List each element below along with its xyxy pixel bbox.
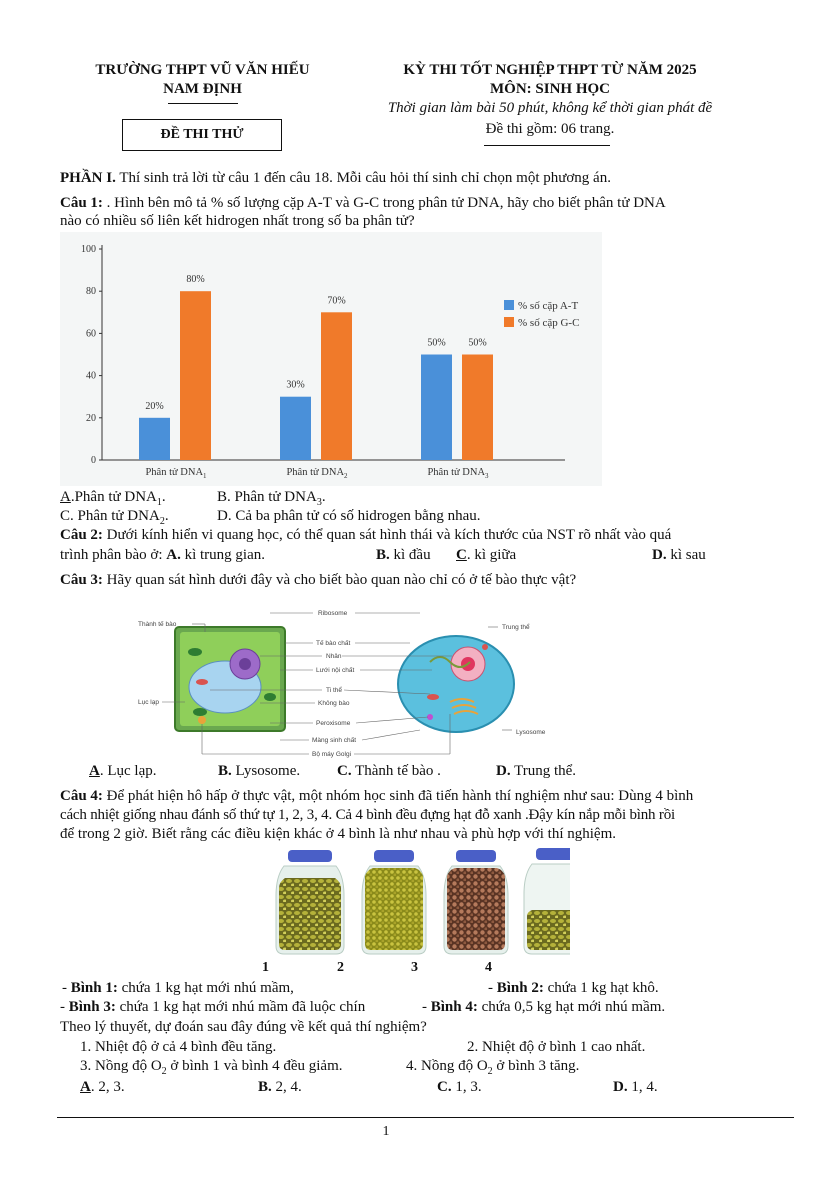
q4-jar4-desc: - Bình 4: chứa 0,5 kg hạt mới nhú mầm. <box>422 999 666 1015</box>
chloroplast-1 <box>188 648 202 656</box>
footer-divider <box>57 1117 794 1118</box>
q3-stem <box>60 571 800 589</box>
label-mang-sinh-chat: Màng sinh chất <box>312 737 357 744</box>
q2-stem-line2 <box>60 546 265 564</box>
q1-option-a-letter: A <box>60 489 71 505</box>
label-khong-bao: Không bào <box>318 700 350 707</box>
part1-text: Thí sinh trả lời từ câu 1 đến câu 18. Mỗi câu hỏi thí sinh chỉ chọn một phương án. <box>119 170 611 186</box>
q4-jar4-label: Bình 4: <box>430 999 478 1015</box>
q1-option-b-text: B. Phân tử DNA <box>217 489 317 505</box>
q4-jar1-text: chứa 1 kg hạt mới nhú mầm, <box>121 980 294 996</box>
q2-stem-line1 <box>60 526 800 544</box>
q4-option-d-text: 1, 4. <box>631 1079 658 1095</box>
q1-option-a-text: .Phân tử DNA <box>70 489 157 505</box>
bar <box>421 355 452 461</box>
animal-mitochondria <box>427 694 439 700</box>
school-location: NAM ĐỊNH <box>163 81 242 97</box>
y-tick-label: 20 <box>86 412 96 424</box>
exam-subject: MÔN: SINH HỌC <box>490 81 610 97</box>
q3-option-b-letter: B. <box>218 763 232 779</box>
exam-title: KỲ THI TỐT NGHIỆP THPT TỪ NĂM 2025 <box>403 62 697 78</box>
q3-option-a-letter: A <box>89 763 100 779</box>
jar-2 <box>362 850 426 954</box>
plant-golgi <box>198 716 206 724</box>
part1-label: PHẦN I. <box>60 170 116 186</box>
cell-diagram <box>130 602 550 760</box>
q1-option-c-end: . <box>164 508 169 524</box>
bar <box>139 418 170 460</box>
q4-text1: Để phát hiện hô hấp ở thực vật, một nhóm học sinh đã tiến hành thí nghiệm như sau: Dùng 4 bình <box>106 788 694 804</box>
q4-s4-sub: 2 <box>487 1066 493 1077</box>
q1-text1: . Hình bên mô tả % số lượng cặp A-T và G-C trong phân tử DNA, hãy cho biết phân tử DNA <box>106 195 666 211</box>
q4-jar3-desc: - Bình 3: chứa 1 kg hạt mới nhú mầm đã luộc chín <box>60 999 366 1015</box>
cell-diagram-svg <box>130 602 550 760</box>
legend-label: % số cặp A-T <box>518 300 579 312</box>
q3-option-d-text: Trung thể. <box>514 763 577 779</box>
q3-option-c-letter: C. <box>337 763 352 779</box>
q2-option-c[interactable] <box>456 546 516 564</box>
q1-option-b-sub: 3 <box>316 497 322 508</box>
q1-option-c-sub: 2 <box>159 516 165 527</box>
q4-jar4-text: chứa 0,5 kg hạt mới nhú mầm. <box>481 999 666 1015</box>
bar-data-label: 50% <box>468 337 487 349</box>
bar <box>321 312 352 460</box>
q4-option-c-letter: C. <box>437 1079 452 1095</box>
q2-option-a[interactable] <box>166 547 265 563</box>
label-thanh-te-bao: Thành tế bào <box>138 621 177 628</box>
q2-text1: Dưới kính hiển vi quang học, có thể quan sát hình thái và kích thước của NST rõ nhất vào quá <box>106 527 672 543</box>
time-note: Thời gian làm bài 50 phút, không kể thời gian phát đề <box>387 100 713 116</box>
q2-option-b[interactable] <box>376 546 431 564</box>
jar-number-3: 3 <box>411 960 418 975</box>
bar <box>280 397 311 460</box>
q1-option-c-text: C. Phân tử DNA <box>60 508 160 524</box>
animal-centrosome <box>482 644 488 650</box>
q2-option-d-text: kì sau <box>670 547 706 563</box>
jar-3 <box>444 850 508 954</box>
q2-option-c-text: . kì giữa <box>466 547 517 563</box>
jars-svg <box>270 846 570 958</box>
jar-number-4: 4 <box>485 960 492 975</box>
bar-data-label: 70% <box>327 295 346 307</box>
plant-nucleolus <box>239 658 251 670</box>
q4-statement-4 <box>406 1057 579 1081</box>
plant-mitochondria <box>196 679 208 685</box>
legend-swatch <box>504 317 514 327</box>
exam-type-box <box>122 119 282 151</box>
y-tick-label: 80 <box>86 286 96 298</box>
label-luoi-noi-chat: Lưới nội chất <box>316 667 355 674</box>
q4-prompt: Theo lý thuyết, dự đoán sau đây đúng về kết quả thí nghiệm? <box>60 1019 427 1035</box>
title-divider <box>484 145 610 146</box>
q4-jar3-text: chứa 1 kg hạt mới nhú mầm đã luộc chín <box>119 999 366 1015</box>
label-lysosome: Lysosome <box>516 729 546 736</box>
q4-statement-2: 2. Nhiệt độ ở bình 1 cao nhất. <box>467 1039 646 1055</box>
x-tick-label: Phân tử $DNA_2$ <box>286 467 348 480</box>
label-ti-the: Ti thể <box>326 687 343 694</box>
pages-note: Đề thi gồm: 06 trang. <box>485 121 615 137</box>
q4-option-c-text: 1, 3. <box>455 1079 482 1095</box>
q4-jar2-label: Bình 2: <box>496 980 544 996</box>
q3-option-c-text: Thành tế bào . <box>355 763 441 779</box>
q3-option-d-letter: D. <box>496 763 511 779</box>
q4-option-c[interactable] <box>437 1078 482 1096</box>
q2-option-a-letter: A. <box>166 547 181 563</box>
q2-option-b-text: kì đầu <box>393 547 431 563</box>
q4-s4-a: 4. Nồng độ O <box>406 1058 488 1074</box>
q4-option-a-text: . 2, 3. <box>90 1079 125 1095</box>
q2-option-a-text: kì trung gian. <box>184 547 265 563</box>
q1-option-a-sub: 1 <box>156 497 162 508</box>
q4-statement-1: 1. Nhiệt độ ở cả 4 bình đều tăng. <box>80 1039 277 1055</box>
jar-number-1: 1 <box>262 960 269 975</box>
q4-jar2-desc: - Bình 2: chứa 1 kg hạt khô. <box>488 980 659 996</box>
header-divider <box>168 103 238 104</box>
q4-jar1-desc: - Bình 1: chứa 1 kg hạt mới nhú mầm, <box>62 980 294 996</box>
legend-label: % số cặp G-C <box>518 317 580 329</box>
label-peroxisome: Peroxisome <box>316 720 351 727</box>
q4-option-a[interactable] <box>80 1078 125 1096</box>
q2-text2: trình phân bào ở: <box>60 547 163 563</box>
q2-option-d[interactable] <box>652 546 706 564</box>
q4-option-d-letter: D. <box>613 1079 628 1095</box>
q2-label: Câu 2: <box>60 527 103 543</box>
animal-cell <box>398 636 514 732</box>
bar-data-label: 80% <box>186 274 205 286</box>
jar-1 <box>276 850 344 954</box>
q1-option-a[interactable] <box>60 489 166 508</box>
q3-label: Câu 3: <box>60 572 103 588</box>
q4-jar2-text: chứa 1 kg hạt khô. <box>547 980 659 996</box>
jar-4 <box>524 848 570 954</box>
chloroplast-2 <box>193 708 207 716</box>
dna-chart <box>60 232 602 486</box>
q3-option-b[interactable] <box>218 762 300 780</box>
q1-option-d[interactable]: D. Cả ba phân tử có số hidrogen bằng nhau. <box>217 508 481 524</box>
q3-option-a[interactable] <box>89 762 157 780</box>
q4-option-d[interactable] <box>613 1078 658 1096</box>
q4-label: Câu 4: <box>60 788 103 804</box>
q4-jar1-label: Bình 1: <box>70 980 118 996</box>
q4-text3: để trong 2 giờ. Biết rằng các điều kiện khác ở 4 bình là như nhau và phù hợp với thí nghiệm. <box>60 826 616 842</box>
q4-option-b-letter: B. <box>258 1079 272 1095</box>
school-name: TRƯỜNG THPT VŨ VĂN HIẾU <box>95 62 310 78</box>
chloroplast-3 <box>264 693 276 701</box>
q4-jar3-label: Bình 3: <box>68 999 116 1015</box>
q1-text2: nào có nhiều số liên kết hidrogen nhất trong số ba phân tử? <box>60 213 415 229</box>
q3-option-a-text: . Lục lạp. <box>99 763 157 779</box>
label-luc-lap: Lục lạp <box>138 699 159 706</box>
q2-option-d-letter: D. <box>652 547 667 563</box>
label-ribosome: Ribosome <box>318 610 348 617</box>
x-tick-label: Phân tử $DNA_1$ <box>145 467 207 480</box>
q1-option-b-end: . <box>321 489 326 505</box>
y-tick-label: 40 <box>86 370 96 382</box>
q4-s4-b: ở bình 3 tăng. <box>492 1058 580 1074</box>
q4-s3-b: ở bình 1 và bình 4 đều giảm. <box>166 1058 343 1074</box>
q4-stem-line1 <box>60 787 800 805</box>
y-tick-label: 100 <box>81 244 96 255</box>
part1-instruction <box>60 169 800 187</box>
dna-bar-chart <box>60 232 602 486</box>
q1-stem-line1 <box>60 194 800 212</box>
bar-data-label: 50% <box>427 337 446 349</box>
label-bo-may-golgi: Bộ máy Golgi <box>312 751 352 758</box>
q3-option-d[interactable] <box>496 762 576 780</box>
bar <box>462 355 493 461</box>
q3-option-c[interactable] <box>337 762 441 780</box>
bar-data-label: 30% <box>286 379 305 391</box>
x-tick-label: Phân tử $DNA_3$ <box>427 467 489 480</box>
y-tick-label: 0 <box>91 455 96 466</box>
label-trung-the: Trung thể <box>502 624 530 631</box>
q4-option-b-text: 2, 4. <box>275 1079 302 1095</box>
q3-option-b-text: Lysosome. <box>235 763 301 779</box>
q3-text: Hãy quan sát hình dưới đây và cho biết bào quan nào chỉ có ở tế bào thực vật? <box>106 572 577 588</box>
bar <box>180 291 211 460</box>
q2-option-b-letter: B. <box>376 547 390 563</box>
jars-figure <box>270 846 570 958</box>
legend-swatch <box>504 300 514 310</box>
exam-type: ĐỀ THI THỬ <box>160 127 244 142</box>
bar-data-label: 20% <box>145 400 164 412</box>
label-nhan: Nhân <box>326 653 342 660</box>
q1-label: Câu 1: <box>60 195 103 211</box>
q4-s3-sub: 2 <box>161 1066 167 1077</box>
y-tick-label: 60 <box>86 328 96 340</box>
page-number: 1 <box>382 1124 390 1139</box>
q4-s3-a: 3. Nồng độ O <box>80 1058 162 1074</box>
q4-option-a-letter: A <box>80 1079 91 1095</box>
label-te-bao-chat: Tế bào chất <box>316 640 351 647</box>
q1-option-a-end: . <box>161 489 166 505</box>
q2-option-c-letter: C <box>456 547 467 563</box>
q4-text2: cách nhiệt giống nhau đánh số thứ tự 1, 2, 3, 4. Cả 4 bình đều đựng hạt đỗ xanh .Đậy kín nắp mỗi bình rồi <box>60 807 675 823</box>
q4-option-b[interactable] <box>258 1078 302 1096</box>
jar-number-2: 2 <box>337 960 344 975</box>
